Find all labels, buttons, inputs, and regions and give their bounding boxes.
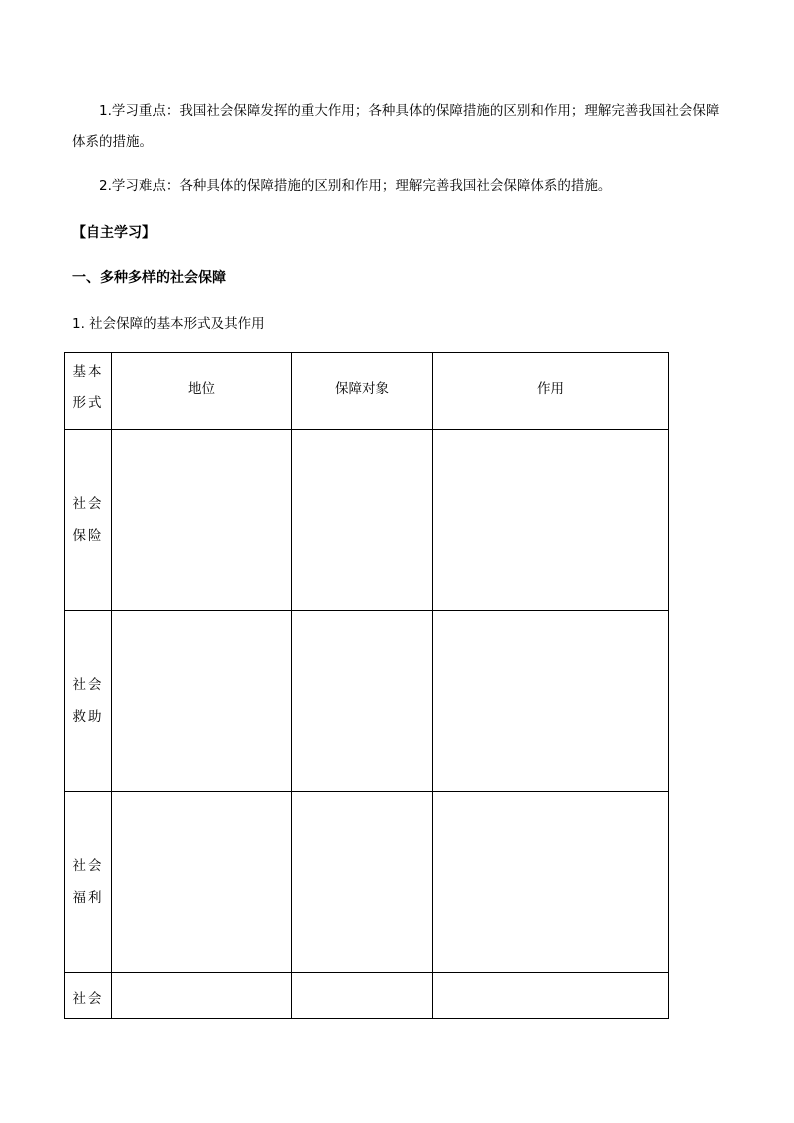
header-basic-form-line2: 形式 bbox=[72, 395, 104, 411]
learning-difficulty-paragraph: 2.学习难点：各种具体的保障措施的区别和作用；理解完善我国社会保障体系的措施。 bbox=[99, 178, 612, 194]
section-label: 【自主学习】 bbox=[72, 225, 156, 241]
header-effect: 作用 bbox=[433, 353, 669, 430]
header-basic-form-line1: 基本 bbox=[72, 364, 104, 380]
cell-status-input[interactable] bbox=[112, 792, 292, 973]
row-label-social-insurance bbox=[65, 430, 112, 611]
social-security-table bbox=[64, 352, 669, 1019]
subsection-title: 1. 社会保障的基本形式及其作用 bbox=[72, 316, 265, 332]
table-row bbox=[65, 792, 669, 973]
table-row bbox=[65, 611, 669, 792]
cell-status-input[interactable] bbox=[112, 430, 292, 611]
cell-target-input[interactable] bbox=[292, 792, 433, 973]
cell-status-input[interactable] bbox=[112, 973, 292, 1019]
table-row bbox=[65, 430, 669, 611]
header-basic-form bbox=[65, 353, 112, 430]
table-row bbox=[65, 973, 669, 1019]
row-label-line2: 保险 bbox=[72, 528, 104, 544]
cell-target-input[interactable] bbox=[292, 973, 433, 1019]
cell-target-input[interactable] bbox=[292, 611, 433, 792]
row-label-line1: 社会 bbox=[72, 991, 104, 1007]
cell-effect-input[interactable] bbox=[433, 973, 669, 1019]
row-label-social-partial bbox=[65, 973, 112, 1019]
header-target: 保障对象 bbox=[292, 353, 433, 430]
cell-target-input[interactable] bbox=[292, 430, 433, 611]
row-label-line1: 社会 bbox=[72, 496, 104, 512]
header-status: 地位 bbox=[112, 353, 292, 430]
row-label-line1: 社会 bbox=[72, 858, 104, 874]
row-label-line1: 社会 bbox=[72, 677, 104, 693]
row-label-line2: 救助 bbox=[72, 709, 104, 725]
cell-status-input[interactable] bbox=[112, 611, 292, 792]
cell-effect-input[interactable] bbox=[433, 430, 669, 611]
row-label-social-welfare bbox=[65, 792, 112, 973]
section-title: 一、多种多样的社会保障 bbox=[72, 270, 226, 286]
table-header-row bbox=[65, 353, 669, 430]
learning-focus-paragraph: 1.学习重点：我国社会保障发挥的重大作用；各种具体的保障措施的区别和作用；理解完善我国社会保障体系的措施。 bbox=[72, 103, 720, 150]
cell-effect-input[interactable] bbox=[433, 611, 669, 792]
cell-effect-input[interactable] bbox=[433, 792, 669, 973]
row-label-line2: 福利 bbox=[72, 890, 104, 906]
row-label-social-assistance bbox=[65, 611, 112, 792]
